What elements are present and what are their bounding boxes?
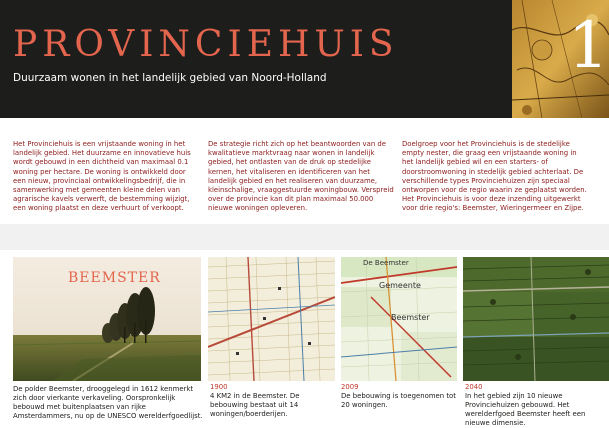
caption-year-2040: 2040 [465, 383, 483, 391]
page-subtitle: Duurzaam wonen in het landelijk gebied van Noord-Holland [13, 72, 327, 84]
section-divider [0, 224, 609, 250]
beemster-landscape-photo [13, 257, 201, 381]
caption-2040-text: In het gebied zijn 10 nieuwe Provinciehuizen gebouwd. Het werelderfgoed Beemster heeft een nieuwe dimensie. [465, 392, 586, 427]
caption-1900-text: 4 KM2 in de Beemster. De bebouwing bestaat uit 14 woningen/boerderijen. [210, 392, 300, 418]
map-2009-label-de-beemster: De Beemster [363, 259, 409, 267]
caption-beemster [13, 385, 203, 421]
caption-2040 [465, 383, 609, 428]
caption-1900 [210, 383, 335, 419]
header-banner [0, 0, 609, 118]
caption-beemster-text: De polder Beemster, drooggelegd in 1612 kenmerkt zich door vierkante verkaveling. Oorspronkelijk bebouwd met buitenplaatsen van rijke Amsterdammers, nu op de UNESCO werelderfgoedlijst. [13, 385, 203, 420]
caption-year-1900: 1900 [210, 383, 228, 391]
page-title: PROVINCIEHUIS [13, 24, 399, 65]
caption-year-2009: 2009 [341, 383, 359, 391]
aerial-photo-2040 [463, 257, 609, 381]
map-2009 [341, 257, 457, 381]
map-1900 [208, 257, 335, 381]
intro-paragraph-2: De strategie richt zich op het beantwoorden van de kwalitatieve marktvraag naar wonen in landelijk gebied, het ontlasten van de druk op stedelijke kernen, het vitaliseren en identificeren van het landelijk gebied en het realiseren van duurzame, kleinschalige, vraaggestuurde woningbouw. Verspreid over de provincie kan dit plan maximaal 50.000 nieuwe woningen opleveren. [208, 140, 394, 213]
beemster-photo-label: BEEMSTER [68, 270, 161, 286]
caption-2009 [341, 383, 457, 410]
caption-2009-text: De bebouwing is toegenomen tot 20 woningen. [341, 392, 456, 409]
intro-paragraph-3: Doelgroep voor het Provinciehuis is de stedelijke empty nester, die graag een vrijstaande woning in het landelijk gebied wil en een starters- of doorstroomwoning in stedelijk gebied achterlaat. De verschillende types Provinciehuizen zijn speciaal ontworpen voor de regio waarin ze geplaatst worden. Het Provinciehuis is voor deze inzending uitgewerkt voor drie regio's: Beemster, Wieringermeer en Zijpe. [402, 140, 587, 213]
page-number: 1 [568, 9, 609, 83]
intro-paragraph-1: Het Provinciehuis is een vrijstaande woning in het landelijk gebied. Het duurzame en innovatieve huis wordt gebouwd in een dichtheid van maximaal 0.1 woning per hectare. De woning is ontwikkeld door een nieuw, provinciaal ontwikkelingsbedrijf, die in samenwerking met gemeenten kleine delen van agrarische kavels verwerft, de bestemming wijzigt, een woning plaatst en deze verhuurt of verkoopt. [13, 140, 191, 213]
map-2009-label-beemster: Beemster [391, 313, 430, 322]
map-2009-label-gemeente: Gemeente [379, 281, 421, 290]
